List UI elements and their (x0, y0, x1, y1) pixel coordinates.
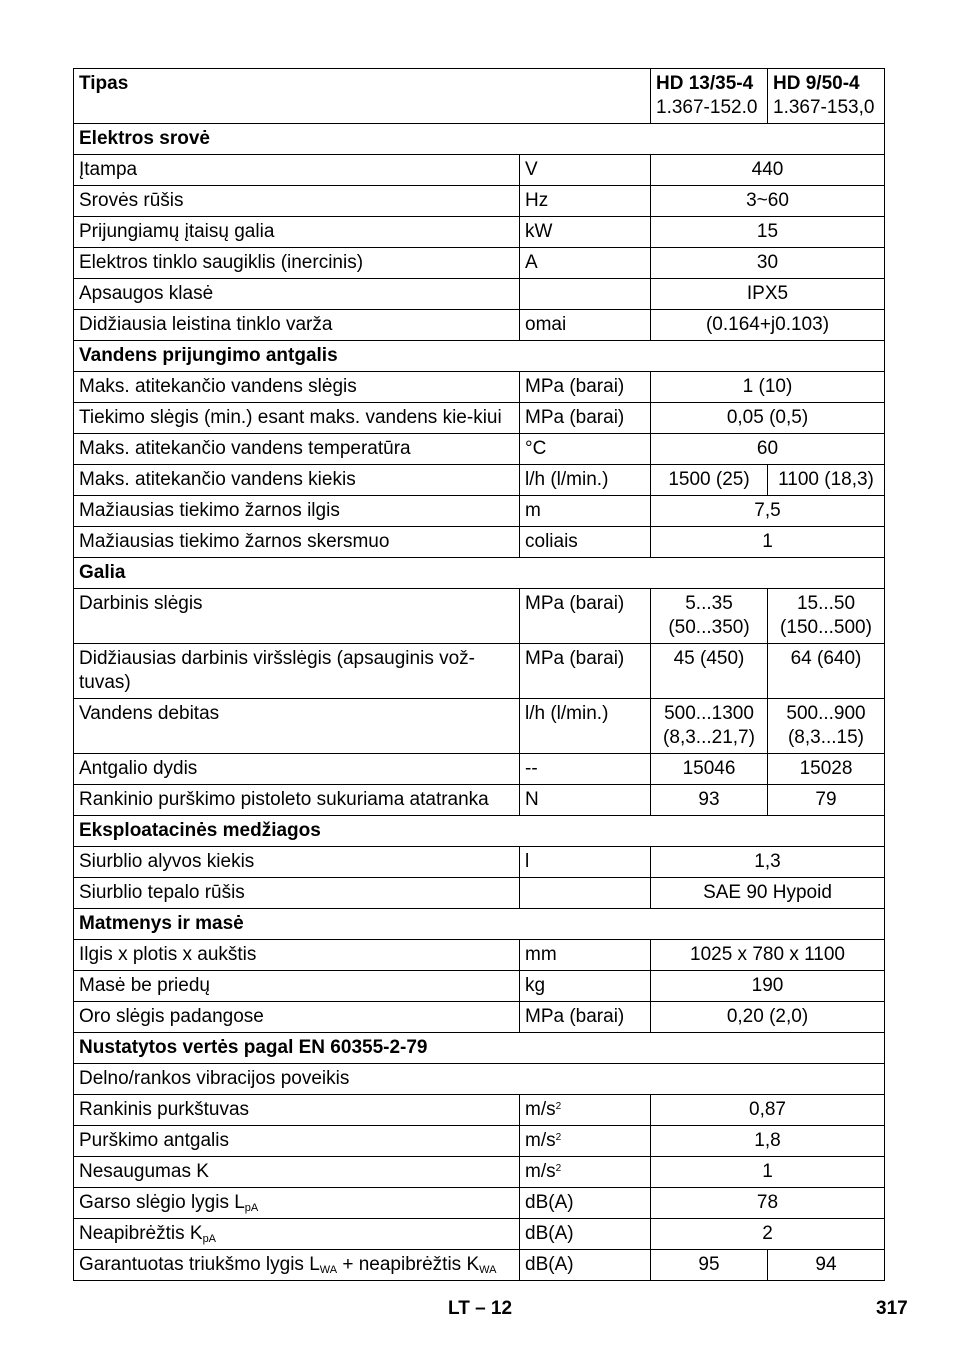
model-1-value: 95 (651, 1250, 768, 1281)
unit-cell (520, 785, 651, 816)
label-subscript: WA (319, 1264, 338, 1276)
table-row (74, 372, 885, 403)
unit-cell (520, 1157, 651, 1188)
label-text: Siurblio tepalo rūšis (79, 882, 245, 903)
unit-text: N (525, 789, 539, 810)
shared-value: (0.164+j0.103) (651, 310, 885, 341)
table-row (74, 403, 885, 434)
parameter-label (74, 217, 520, 248)
label-text: Didžiausias darbinis viršslėgis (apsauginis vož-tuvas) (79, 648, 475, 693)
table-row (74, 217, 885, 248)
model-2-value: 94 (768, 1250, 885, 1281)
table-row (74, 1095, 885, 1126)
label-text: Oro slėgis padangose (79, 1006, 264, 1027)
label-text: Tiekimo slėgis (min.) esant maks. vandens kie-kiui (79, 407, 502, 428)
label-text: Masė be priedų (79, 975, 210, 996)
parameter-label (74, 878, 520, 909)
unit-cell (520, 1188, 651, 1219)
parameter-label (74, 644, 520, 699)
table-row (74, 754, 885, 785)
unit-cell (520, 186, 651, 217)
unit-text: MPa (barai) (525, 1006, 625, 1027)
parameter-label (74, 785, 520, 816)
section-row (74, 341, 885, 372)
table-row (74, 310, 885, 341)
table-row (74, 434, 885, 465)
parameter-label (74, 1126, 520, 1157)
label-text: Ilgis x plotis x aukštis (79, 944, 257, 965)
section-heading: Matmenys ir masė (74, 909, 885, 940)
unit-cell (520, 1095, 651, 1126)
label-text: Prijungiamų įtaisų galia (79, 221, 275, 242)
unit-cell (520, 940, 651, 971)
shared-value: 2 (651, 1219, 885, 1250)
shared-value: 3~60 (651, 186, 885, 217)
parameter-label (74, 279, 520, 310)
label-text: Elektros tinklo saugiklis (inercinis) (79, 252, 364, 273)
footer-language-page: LT – 12 (448, 1298, 513, 1319)
parameter-label (74, 1002, 520, 1033)
model-1-value: 5...35 (50...350) (651, 589, 768, 644)
table-row (74, 465, 885, 496)
table-row (74, 940, 885, 971)
unit-cell (520, 971, 651, 1002)
model-2-value: 64 (640) (768, 644, 885, 699)
unit-cell (520, 589, 651, 644)
label-text: Maks. atitekančio vandens kiekis (79, 469, 356, 490)
unit-text: m/s (525, 1130, 556, 1151)
parameter-label (74, 155, 520, 186)
unit-text: coliais (525, 531, 578, 552)
model-2-value: 15...50 (150...500) (768, 589, 885, 644)
subsection-label: Delno/rankos vibracijos poveikis (74, 1064, 885, 1095)
parameter-label (74, 527, 520, 558)
unit-text: MPa (barai) (525, 407, 625, 428)
unit-superscript: 2 (555, 1101, 562, 1112)
parameter-label (74, 372, 520, 403)
table-row (74, 878, 885, 909)
type-label: Tipas (74, 69, 651, 124)
section-row (74, 124, 885, 155)
shared-value: 440 (651, 155, 885, 186)
label-text: Rankinis purkštuvas (79, 1099, 250, 1120)
unit-text: kW (525, 221, 553, 242)
label-subscript: pA (244, 1202, 259, 1214)
model-2-header (768, 69, 885, 124)
unit-cell (520, 527, 651, 558)
shared-value: 78 (651, 1188, 885, 1219)
label-text: Įtampa (79, 159, 138, 180)
section-row (74, 558, 885, 589)
unit-cell (520, 434, 651, 465)
label-text: Darbinis slėgis (79, 593, 203, 614)
parameter-label (74, 589, 520, 644)
label-text: Nesaugumas K (79, 1161, 209, 1182)
parameter-label (74, 496, 520, 527)
unit-text: A (525, 252, 538, 273)
table-row (74, 971, 885, 1002)
label-text: Garantuotas triukšmo lygis L (79, 1254, 320, 1275)
model-1-value: 1500 (25) (651, 465, 768, 496)
footer-page-number: 317 (876, 1298, 908, 1319)
label-text: Antgalio dydis (79, 758, 198, 779)
section-heading: Eksploatacinės medžiagos (74, 816, 885, 847)
shared-value: 0,87 (651, 1095, 885, 1126)
table-row (74, 1250, 885, 1281)
table-row (74, 496, 885, 527)
label-text: Vandens debitas (79, 703, 220, 724)
unit-cell (520, 155, 651, 186)
parameter-label (74, 699, 520, 754)
parameter-label (74, 754, 520, 785)
label-text: Srovės rūšis (79, 190, 184, 211)
table-row (74, 155, 885, 186)
unit-superscript: 2 (555, 1132, 562, 1143)
shared-value: 190 (651, 971, 885, 1002)
label-text: Siurblio alyvos kiekis (79, 851, 255, 872)
parameter-label (74, 248, 520, 279)
shared-value: 1 (651, 527, 885, 558)
shared-value: SAE 90 Hypoid (651, 878, 885, 909)
model-2-value: 79 (768, 785, 885, 816)
header-row (74, 69, 885, 124)
table-row (74, 1002, 885, 1033)
parameter-label (74, 1188, 520, 1219)
shared-value: 0,20 (2,0) (651, 1002, 885, 1033)
unit-text: -- (525, 758, 538, 779)
parameter-label (74, 1095, 520, 1126)
unit-text: V (525, 159, 538, 180)
model-1-value: 500...1300 (8,3...21,7) (651, 699, 768, 754)
parameter-label (74, 465, 520, 496)
model-2-part-number: 1.367-153,0 (773, 97, 875, 118)
unit-cell (520, 310, 651, 341)
unit-cell (520, 1126, 651, 1157)
label-subscript: WA (479, 1264, 497, 1276)
unit-cell (520, 248, 651, 279)
label-text-tail: + neapibrėžtis K (337, 1254, 480, 1275)
table-row (74, 1064, 885, 1095)
table-row (74, 248, 885, 279)
unit-cell (520, 279, 651, 310)
unit-text: omai (525, 314, 567, 335)
section-heading: Elektros srovė (74, 124, 885, 155)
table-row (74, 847, 885, 878)
model-1-name: HD 13/35-4 (656, 73, 754, 94)
model-1-value: 45 (450) (651, 644, 768, 699)
table-row (74, 1126, 885, 1157)
shared-value: 1 (651, 1157, 885, 1188)
parameter-label (74, 310, 520, 341)
model-1-part-number: 1.367-152.0 (656, 97, 758, 118)
unit-cell (520, 1002, 651, 1033)
label-text: Maks. atitekančio vandens slėgis (79, 376, 357, 397)
label-text: Didžiausia leistina tinklo varža (79, 314, 333, 335)
label-text: Garso slėgio lygis L (79, 1192, 245, 1213)
parameter-label (74, 847, 520, 878)
unit-text: kg (525, 975, 546, 996)
unit-text: l (525, 851, 530, 872)
section-row (74, 1033, 885, 1064)
section-heading: Vandens prijungimo antgalis (74, 341, 885, 372)
table-row (74, 527, 885, 558)
section-row (74, 816, 885, 847)
model-2-value: 500...900 (8,3...15) (768, 699, 885, 754)
unit-cell (520, 644, 651, 699)
unit-text: m (525, 500, 541, 521)
parameter-label (74, 1219, 520, 1250)
section-heading: Galia (74, 558, 885, 589)
model-1-value: 93 (651, 785, 768, 816)
unit-text: MPa (barai) (525, 376, 625, 397)
unit-cell (520, 1219, 651, 1250)
model-2-name: HD 9/50-4 (773, 73, 860, 94)
model-1-value: 15046 (651, 754, 768, 785)
section-heading: Nustatytos vertės pagal EN 60355-2-79 (74, 1033, 885, 1064)
parameter-label (74, 940, 520, 971)
parameter-label (74, 186, 520, 217)
label-subscript: pA (202, 1233, 217, 1245)
label-text: Mažiausias tiekimo žarnos ilgis (79, 500, 340, 521)
parameter-label (74, 971, 520, 1002)
unit-cell (520, 372, 651, 403)
unit-cell (520, 217, 651, 248)
shared-value: 1,3 (651, 847, 885, 878)
table-row (74, 644, 885, 699)
label-text: Purškimo antgalis (79, 1130, 229, 1151)
unit-text: dB(A) (525, 1223, 574, 1244)
unit-text: Hz (525, 190, 549, 211)
parameter-label (74, 434, 520, 465)
label-text: Apsaugos klasė (79, 283, 214, 304)
unit-text: l/h (l/min.) (525, 469, 609, 490)
table-row (74, 1219, 885, 1250)
shared-value: 1 (10) (651, 372, 885, 403)
table-row (74, 785, 885, 816)
label-text: Mažiausias tiekimo žarnos skersmuo (79, 531, 390, 552)
unit-cell (520, 465, 651, 496)
shared-value: 15 (651, 217, 885, 248)
unit-cell (520, 847, 651, 878)
unit-superscript: 2 (555, 1163, 562, 1174)
label-text: Neapibrėžtis K (79, 1223, 203, 1244)
parameter-label (74, 1250, 520, 1281)
model-2-value: 1100 (18,3) (768, 465, 885, 496)
unit-text: m/s (525, 1161, 556, 1182)
table-row (74, 186, 885, 217)
table-row (74, 699, 885, 754)
unit-text: l/h (l/min.) (525, 703, 609, 724)
specifications-table (73, 68, 885, 1281)
section-row (74, 909, 885, 940)
shared-value: IPX5 (651, 279, 885, 310)
table-row (74, 589, 885, 644)
unit-text: MPa (barai) (525, 593, 625, 614)
shared-value: 7,5 (651, 496, 885, 527)
unit-cell (520, 496, 651, 527)
unit-cell (520, 1250, 651, 1281)
unit-text: MPa (barai) (525, 648, 625, 669)
unit-text: °C (525, 438, 547, 459)
unit-cell (520, 403, 651, 434)
unit-text: dB(A) (525, 1254, 574, 1275)
table-row (74, 279, 885, 310)
shared-value: 1,8 (651, 1126, 885, 1157)
unit-cell (520, 699, 651, 754)
model-2-value: 15028 (768, 754, 885, 785)
unit-cell (520, 878, 651, 909)
unit-cell (520, 754, 651, 785)
table-row (74, 1157, 885, 1188)
label-text: Maks. atitekančio vandens temperatūra (79, 438, 411, 459)
unit-text: mm (525, 944, 557, 965)
parameter-label (74, 1157, 520, 1188)
shared-value: 30 (651, 248, 885, 279)
shared-value: 60 (651, 434, 885, 465)
unit-text: dB(A) (525, 1192, 574, 1213)
shared-value: 0,05 (0,5) (651, 403, 885, 434)
parameter-label (74, 403, 520, 434)
shared-value: 1025 x 780 x 1100 (651, 940, 885, 971)
model-1-header (651, 69, 768, 124)
label-text: Rankinio purškimo pistoleto sukuriama atatranka (79, 789, 489, 810)
unit-text: m/s (525, 1099, 556, 1120)
table-row (74, 1188, 885, 1219)
